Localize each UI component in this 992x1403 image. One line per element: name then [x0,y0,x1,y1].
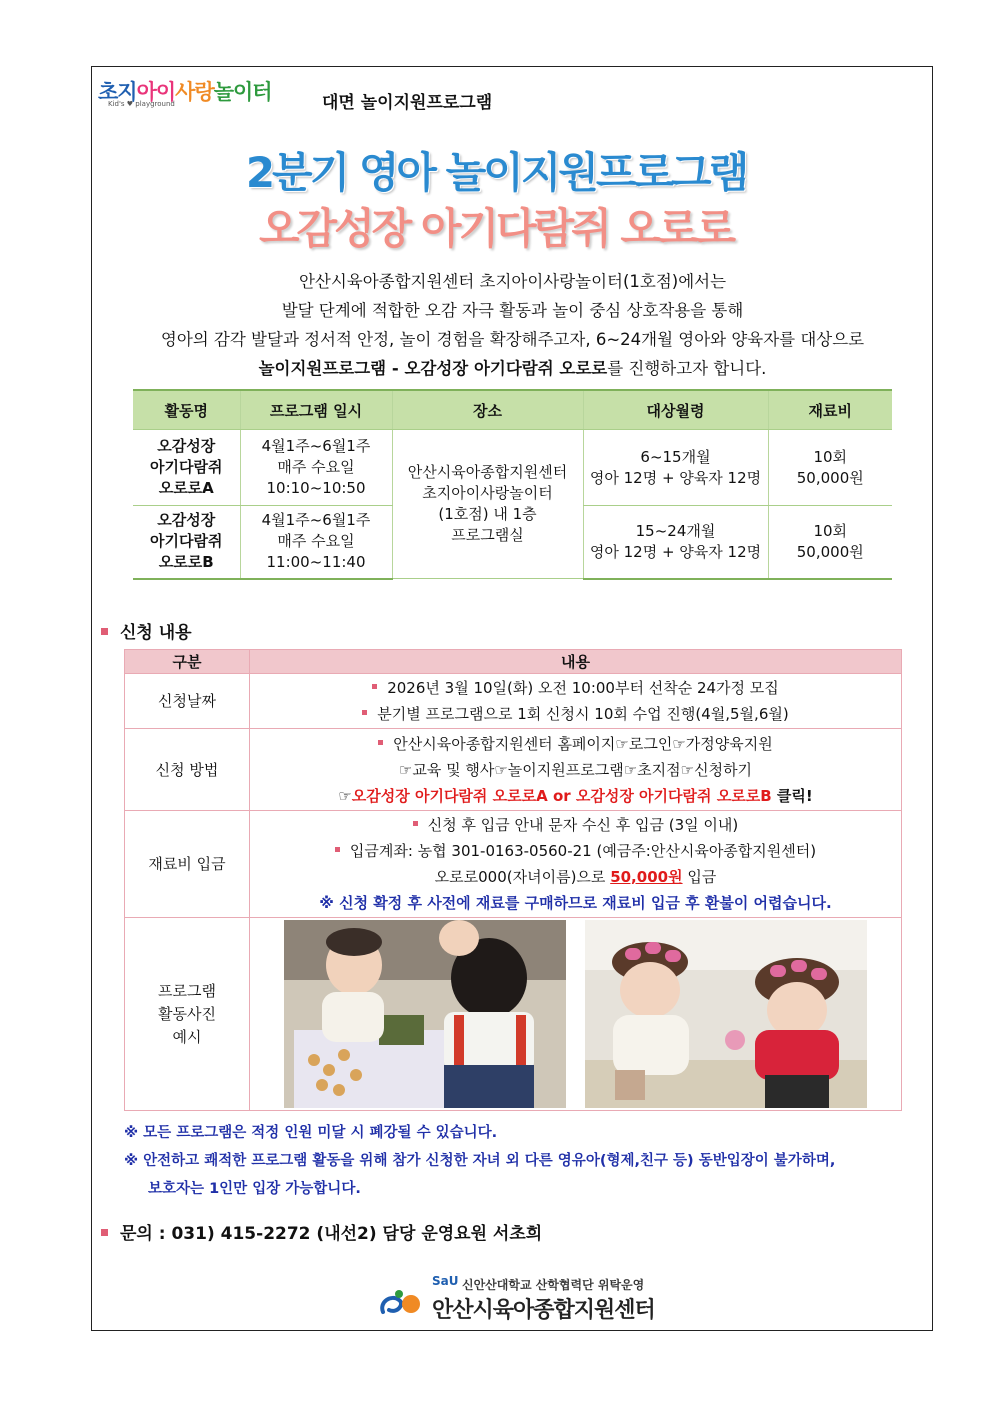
cell-line: 오감성장 [157,511,216,530]
apply-header-row [125,650,902,674]
line-text: 오로로000(자녀이름)으로 [434,868,611,886]
col-header: 프로그램 일시 [240,390,392,430]
col-header: 재료비 [768,390,892,430]
section-title: 신청 내용 [120,623,192,643]
bullet-icon [372,684,377,689]
cell-line: ☞교육 및 행사☞놀이지원프로그램☞초지점☞신청하기 [398,760,753,779]
cell-line [251,675,900,701]
cell-line: 매주 수요일 [277,532,355,551]
cell-line: 프로그램 [158,981,216,1000]
cell-line: 6~15개월 [640,447,711,466]
bullet-icon [101,628,108,635]
cell-line: 오로로B [158,553,214,572]
cell-line: 오로로A [158,479,214,497]
cell-line: (1호점) 내 1층 [438,505,537,523]
intro-text [100,267,925,383]
program-place [392,430,583,579]
note-line: ※ 모든 프로그램은 적정 인원 미달 시 폐강될 수 있습니다. [124,1125,498,1141]
cell-line: 11:00~11:40 [266,553,366,572]
intro-line-4 [100,354,925,383]
fee-amount: 50,000원 [610,868,683,886]
bullet-icon [335,847,340,852]
cell-line [251,812,900,838]
cell-line: 10회 [813,447,848,466]
apply-table [124,649,902,1111]
line-text: 분기별 프로그램으로 1회 신청시 10회 수업 진행(4월,5월,6월) [377,705,789,723]
schedule-header-row [133,390,892,430]
apply-date-content [250,674,902,729]
cell-line [251,783,900,809]
logo-part-2: 아이 [136,80,176,104]
line-text: 클릭! [771,786,813,805]
photo-row [250,919,901,1109]
fee-label: 재료비 입금 [125,811,250,918]
cell-line [251,864,900,890]
main-title: 2분기 영아 놀이지원프로그램 [245,148,747,197]
program-link-text[interactable]: 오감성장 아기다람쥐 오로로A or 오감성장 아기다람쥐 오로로B [351,786,772,805]
photo-label [125,918,250,1111]
apply-method-label: 신청 방법 [125,729,250,811]
activity-photo-1 [284,920,566,1108]
cell-line: 아기다람쥐 [150,532,223,551]
line-text: 안산시육아종합지원센터 홈페이지☞로그인☞가정양육지원 [393,734,773,753]
table-row [125,811,902,918]
logo-part-3: 사랑 [175,80,214,104]
col-header: 내용 [250,650,902,674]
cell-line: 50,000원 [796,468,864,487]
program-name-title: 오감성장 아기다람쥐 오로로 [258,204,734,253]
refund-warning: ※ 신청 확정 후 사전에 재료를 구매하므로 재료비 입금 후 환불이 어렵습니다. [319,894,832,912]
center-logo-icon [377,1288,427,1320]
cell-line: 초지아이사랑놀이터 [422,484,553,502]
intro-line-1: 안산시육아종합지원센터 초지아이사랑놀이터(1호점)에서는 [298,272,727,291]
intro-line-3: 영아의 감각 발달과 정서적 안정, 놀이 경험을 확장해주고자, 6~24개월 영아와 양육자를 대상으로 [160,330,865,349]
cell-line: 15~24개월 [635,521,716,540]
sau-logo: SaU [432,1274,459,1288]
intro-rest: 를 진행하고자 합니다. [607,359,767,378]
cell-line: 영아 12명 + 양육자 12명 [589,468,762,487]
cell-line: 프로그램실 [451,526,524,544]
program-type: 대면 놀이지원프로그램 [322,93,493,113]
program-time [240,430,392,506]
cell-line: 예시 [172,1027,202,1046]
line-text: 2026년 3월 10일(화) 오전 10:00부터 선착순 24가정 모집 [387,679,779,697]
pointer-glyph: ☞ [338,786,352,805]
material-fee [768,506,892,579]
activity-name [133,506,240,579]
bullet-icon [362,710,367,715]
target-age [583,506,768,579]
cell-line: 10회 [813,521,848,540]
note-line: 보호자는 1인만 입장 가능합니다. [148,1181,361,1197]
table-row [133,430,892,506]
cell-line [251,701,900,727]
apply-date-label: 신청날짜 [125,674,250,729]
line-text: 입금계좌: 농협 301-0163-0560-21 (예금주:안산시육아종합지원센터) [349,842,817,860]
bullet-icon [378,740,383,745]
col-header: 구분 [125,650,250,674]
operator-text: 신안산대학교 산학협력단 위탁운영 [462,1278,645,1292]
col-header: 대상월령 [583,390,768,430]
photo-content [250,918,902,1111]
table-row [125,674,902,729]
activity-photo-2 [585,920,867,1108]
line-text: 신청 후 입금 안내 문자 수신 후 입금 (3일 이내) [427,816,739,834]
intro-line-2: 발달 단계에 적합한 오감 자극 활동과 놀이 중심 상호작용을 통해 [281,301,744,320]
apply-section-heading [101,618,192,643]
logo-part-4: 놀이터 [213,80,272,104]
table-row [125,918,902,1111]
fee-content [250,811,902,918]
cell-line: 안산시육아종합지원센터 [407,463,568,481]
cell-line: 4월1주~6월1주 [261,511,371,530]
cell-line: 50,000원 [796,542,864,561]
activity-name [133,430,240,506]
contact-info [101,1219,542,1244]
bullet-icon [101,1229,108,1236]
cell-line: 매주 수요일 [277,458,355,476]
target-age [583,430,768,506]
bullet-icon [413,821,418,826]
intro-bold: 놀이지원프로그램 - 오감성장 아기다람쥐 오로로 [258,359,608,378]
cell-line [251,731,900,757]
col-header: 활동명 [133,390,240,430]
table-row [125,729,902,811]
apply-method-content [250,729,902,811]
line-text: 입금 [682,868,717,886]
playground-logo [98,76,310,112]
logo-part-1: 초지 [98,80,137,104]
logo-sub: Kid's ♥ playground [108,100,175,108]
cell-line: 4월1주~6월1주 [261,437,371,455]
center-name: 안산시육아종합지원센터 [432,1298,655,1323]
cell-line: 오감성장 [157,437,216,455]
cell-line: 아기다람쥐 [150,458,223,476]
cell-line [251,838,900,864]
material-fee [768,430,892,506]
notes [124,1119,914,1203]
contact-text: 문의 : 031) 415-2272 (내선2) 담당 운영요원 서초희 [120,1224,543,1244]
schedule-table [133,389,892,580]
cell-line: 영아 12명 + 양육자 12명 [589,542,762,561]
program-time [240,506,392,579]
cell-line: 활동사진 [158,1004,216,1023]
cell-line: 10:10~10:50 [266,479,366,497]
col-header: 장소 [392,390,583,430]
note-line: ※ 안전하고 쾌적한 프로그램 활동을 위해 참가 신청한 자녀 외 다른 영유아(형제,친구 등) 동반입장이 불가하며, [124,1153,836,1169]
